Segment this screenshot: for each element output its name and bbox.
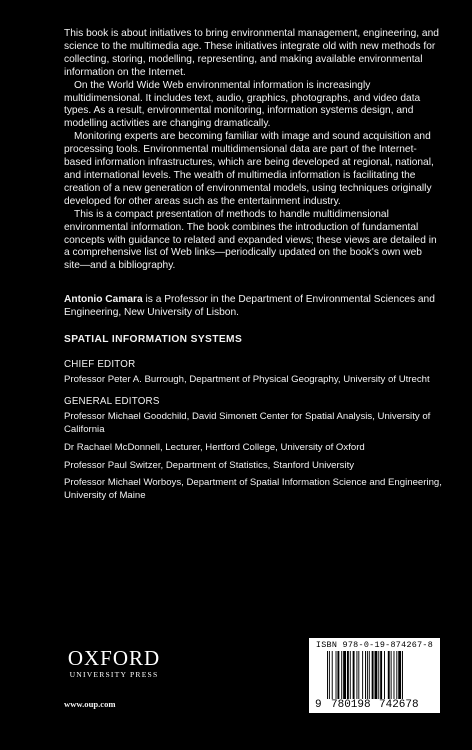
barcode-bar: [388, 651, 390, 699]
barcode-bar: [358, 651, 359, 699]
barcode-group-left: 780198: [331, 699, 371, 711]
barcode-bar: [329, 651, 330, 699]
barcode-group-right: 742678: [379, 699, 419, 711]
general-editors-label: GENERAL EDITORS: [64, 396, 160, 407]
blurb-paragraph-1: This book is about initiatives to bring environmental management, engineering, and science to the multimedia age. These initiatives integrate old with new methods for collecting, storing, modelling, representing, and making available environmental information on the Internet.: [64, 28, 439, 78]
barcode-bar: [396, 651, 397, 699]
author-name: Antonio Camara: [64, 294, 143, 305]
barcode-bar: [347, 651, 349, 699]
blurb-paragraph-3: Monitoring experts are becoming familiar with image and sound acquisition and processing tools. Environmental multidimensional data are part of the Internet-based information infrastructures, which are being developed at regional, national, and international levels. The wealth of multimedia information is facilitating the creation of a new generation of environmental models, using techniques originally developed for other areas such as the entertainment industry.: [64, 131, 434, 207]
series-title: SPATIAL INFORMATION SYSTEMS: [64, 334, 243, 345]
barcode-bar: [384, 651, 385, 699]
publisher-logo: [64, 647, 164, 679]
barcode-bar: [332, 651, 333, 699]
blurb-paragraph-2: On the World Wide Web environmental information is increasingly multidimensional. It includes text, audio, graphics, photographs, and video data types. As a result, environmental monitoring, information systems design, and modelling activities are changing dramatically.: [64, 79, 421, 130]
barcode-bar: [402, 651, 403, 699]
barcode-bar: [356, 651, 357, 699]
barcode-bar: [336, 651, 337, 699]
barcode-bars: [327, 651, 427, 701]
barcode-bar: [378, 651, 379, 699]
isbn-label: ISBN 978-0-19-874267-8: [315, 640, 434, 650]
blurb-paragraph-4: This is a compact presentation of methods to handle multidimensional environmental information. The book combines the introduction of fundamental concepts with guidance to related and expanded views; these views are detailed in a comprehensive list of Web links—periodically updated on the book's own web site—and a bibliography.: [64, 208, 437, 272]
barcode-bar: [367, 651, 368, 699]
publisher-url: www.oup.com: [64, 699, 116, 709]
barcode-bar: [394, 651, 395, 699]
publisher-name: OXFORD: [67, 646, 161, 670]
barcode-bar: [372, 651, 374, 699]
barcode-bar: [337, 651, 339, 699]
barcode-bar: [365, 651, 366, 699]
general-editor-3: Professor Paul Switzer, Department of Statistics, Stanford University: [64, 460, 355, 471]
isbn-barcode: [309, 638, 440, 713]
chief-editor: Professor Peter A. Burrough, Department of Physical Geography, University of Utrecht: [64, 374, 430, 385]
barcode-bar: [327, 651, 328, 699]
chief-editor-label: CHIEF EDITOR: [64, 359, 136, 370]
barcode-bar: [343, 651, 346, 699]
barcode-bar: [375, 651, 378, 699]
barcode-bar: [350, 651, 351, 699]
cover-blurb: [64, 28, 439, 273]
barcode-digit-first: 9: [315, 699, 322, 711]
barcode-bar: [369, 651, 370, 699]
author-bio-text: is a Professor in the Department of Environmental Sciences and Engineering, New University of Lisbon.: [64, 294, 435, 319]
barcode-bar: [398, 651, 401, 699]
barcode-bar: [380, 651, 382, 699]
barcode-bar: [362, 651, 363, 699]
general-editor-4: Professor Michael Worboys, Department of Spatial Information Science and Engineering, University of Maine: [64, 477, 442, 501]
publisher-press: UNIVERSITY PRESS: [69, 670, 159, 679]
barcode-bar: [353, 651, 355, 699]
general-editor-1: Professor Michael Goodchild, David Simonett Center for Spatial Analysis, University of California: [64, 411, 431, 435]
general-editor-2: Dr Rachael McDonnell, Lecturer, Hertford College, University of Oxford: [64, 442, 365, 453]
barcode-bar: [391, 651, 392, 699]
author-bio: [64, 293, 439, 319]
barcode-bar: [341, 651, 342, 699]
